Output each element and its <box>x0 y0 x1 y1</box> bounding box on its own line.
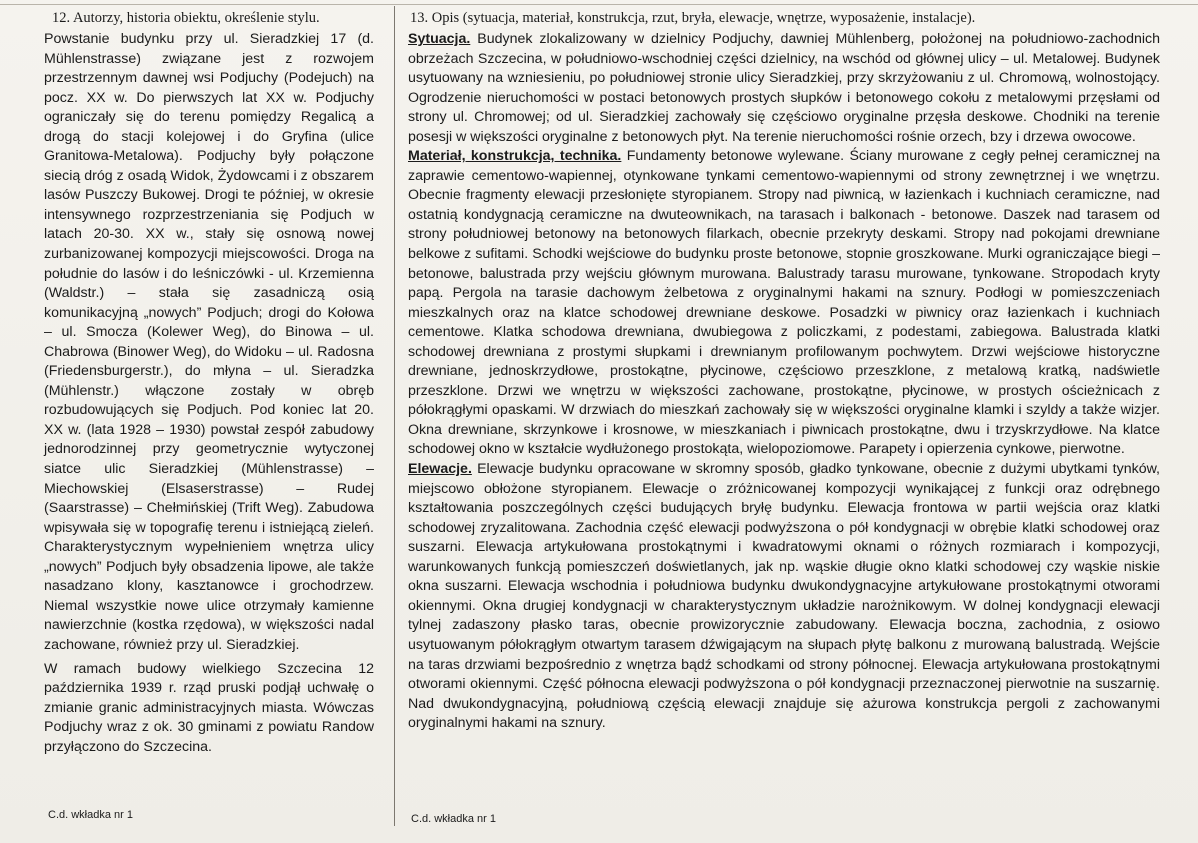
section-text: Elewacje budynku opracowane w skromny sposób, gładko tynkowane, obecnie z dużymi ubytkami tynków, miejscowo obłożone styropianem. Elewacje o zróżnicowanej kompozycji wynikającej z funkcji oraz odrębnego kształtowania poszczególnych części budujących bryłę budynku. Elewacja frontowa w partii wejścia oraz klatki schodowej zryzalitowana. Zachodnia część elewacji podwyższona o pół kondygnacji w obrębie klatki schodowej oraz suszarni. Elewacja artykułowana prostokątnymi i kwadratowymi oknami o różnych rozmiarach i kompozycji, warunkowanych funkcją pomieszczeń doświetlanych, jak np. wąskie długie okno klatki schodowej czy wąskie niskie okna suszarni. Elewacja wschodnia i południowa budynku dwukondygnacyjne artykułowane prostokątnymi otworami okiennymi. Okna drugiej kondygnacji w charakterystycznym układzie narożnikowym. W dolnej kondygnacji elewacji tylnej zadaszony płasko taras, obecnie prowizorycznie zabudowany. Elewacja boczna, zachodnia, z osiowo usytuowanym półokrągłym otwartym tarasem dźwigającym na słupach płytę balkonu z murowaną balustradą. Wejście na taras drzwiami bezpośrednio z wnętrza bądź schodkami od strony północnej. Elewacja artykułowana prostokątnymi otworami okiennymi. Część północna elewacji podwyższona o pół kondygnacji przeznaczonej pierwotnie na suszarnię. Nad dwukondygnacyjną, południową częścią elewacji znajduje się ażurowa konstrukcja pergoli z zachowanymi oryginalnymi hakami na sznury. <box>408 461 1160 732</box>
top-border-line <box>0 4 1198 5</box>
description-column <box>408 8 1160 734</box>
section-title: Materiał, konstrukcja, technika. <box>408 148 622 165</box>
section-text: Fundamenty betonowe wylewane. Ściany murowane z cegły pełnej ceramicznej na zaprawie cementowo-wapiennej, otynkowane tynkami cementowo-wapiennymi od strony zewnętrznej i we wnętrzu. Obecnie fragmenty elewacji przesłonięte styropianem. Stropy nad piwnicą, w łazienkach i kuchniach ceramiczne, nad ostatnią kondygnacją ceramiczne na dwuteownikach, na tarasach i balkonach - betonowe. Daszek nad tarasem od strony południowej betonowy na betonowych filarkach, obecnie przekryty deskami. Stropy nad pokojami drewniane belkowe z sufitami. Schodki wejściowe do budynku proste betonowe, stopnie groszkowane. Murki ograniczające biegi – betonowe, balustrada przy wejściu głównym murowana. Balustrady tarasu murowane, tynkowane. Stropodach kryty papą. Pergola na tarasie dachowym żelbetowa z oryginalnymi hakami na sznury. Podłogi w pomieszczeniach mieszkalnych oraz na klatce schodowej drewniane deskowe. Posadzki w piwnicy oraz łazienkach i kuchniach cementowe. Klatka schodowa drewniana, dwubiegowa z policzkami, z podestami, zabiegowa. Balustrada klatki schodowej drewniana z prostymi słupkami i drewnianym profilowanym pochwytem. Drzwi wejściowe historyczne drewniane, jednoskrzydłowe, prostokątne, płycinowe, częściowo przeszklone, z metalową kratką, nadświetle przeszklone. Drzwi we wnętrzu w większości zachowane, prostokątne, płycinowe, w prostych ościeżnicach z półokrągłymi opaskami. W drzwiach do mieszkań zachowały się w większości oryginalne klamki i szyldy a także wizjer. Okna drewniane, skrzynkowe i krosnowe, w mieszkaniach i piwnicach prostokątne, dwu i trzyskrzydłowe. Na klatce schodowej okno w kształcie wydłużonego prostokąta, wielopoziomowe. Parapety i opierzenia cynkowe, pierwotne. <box>408 148 1160 458</box>
history-heading: 12. Autorzy, historia obiektu, określenie stylu. <box>52 10 320 26</box>
section-text: Budynek zlokalizowany w dzielnicy Podjuchy, dawniej Mühlenberg, położonej na południowo-zachodnich obrzeżach Szczecina, w południowo-wschodniej części dzielnicy, na wschód od głównej ulicy – ul. Metalowej. Budynek usytuowany na wzniesieniu, po południowej stronie ulicy Sieradzkiej, przy skrzyżowaniu z ul. Chromową, wolnostojący. Ogrodzenie nieruchomości w postaci betonowych prostych słupków i betonowego cokołu z metalowymi przęsłami od strony ul. Chromowej; od ul. Sieradzkiej zachowały się częściowo oryginalne przęsła deskowe. Chodniki na terenie posesji w większości oryginalne z betonowych płyt. Na terenie nieruchomości rośnie orzech, bzy i drzewa owocowe. <box>408 31 1160 145</box>
section-material <box>408 147 1160 460</box>
description-continuation-note: C.d. wkładka nr 1 <box>411 813 496 825</box>
history-paragraph: Powstanie budynku przy ul. Sieradzkiej 17 (d. Mühlenstrasse) związane jest z rozwojem przestrzennym dawnej wsi Podjuchy (Podejuch) na pocz. XX w. Do pierwszych lat XX w. Podjuchy ograniczały się do terenu pomiędzy Regalicą a drogą do stacji kolejowej i do Gryfina (ulice Granitowa-Metalowa). Podjuchy były połączone siecią dróg z osadą Widok, Żydowcami i z obszarem lasów Puszczy Bukowej. Drogi te później, w okresie intensywnego rozprzestrzeniania się Podjuch w latach 20-30. XX w., stały się osnową nowej zurbanizowanej kompozycji miejscowości. Droga na południe do lasów i do leśniczówki - ul. Krzemienna (Waldstr.) – stała się zasadniczą osią komunikacyjną „nowych” Podjuch; drogi do Kołowa – ul. Smocza (Kolewer Weg), do Binowa – ul. Chabrowa (Binower Weg), do Widoku – ul. Radosna (Friedensburgerstr.), do młyna – ul. Sieradzka (Mühlenstr.) włączone zostały w obręb rozbudowujących się Podjuch. Pod koniec lat 20. XX w. (lata 1928 – 1930) powstał zespół zabudowy jednorodzinnej przy geometrycznie wytyczonej siatce ulic Sieradzkiej (Mühlenstrasse) – Miechowskiej (Elsaserstrasse) – Rudej (Saarstrasse) – Chełmińskiej (Trift Weg). Zabudowa wpisywała się w topografię terenu i istniejącą zieleń. Charakterystycznym wypełnieniem wnętrza ulicy „nowych” Podjuch były obsadzenia lipowe, ale także nasadzano klony, kasztanowce i grochodrzew. Niemal wszystkie nowe ulice otrzymały kamienne nawierzchnie (kostka rzędowa), w większości nadal zachowane, również przy ul. Sieradzkiej. <box>44 31 374 653</box>
history-column <box>44 8 374 757</box>
section-title: Elewacje. <box>408 461 472 478</box>
section-elevations <box>408 460 1160 734</box>
history-paragraph: W ramach budowy wielkiego Szczecina 12 października 1939 r. rząd pruski podjął uchwałę o zmianie granic administracyjnych miasta. Wówczas Podjuchy wraz z ok. 30 gminami z powiatu Randow przyłączono do Szczecina. <box>44 660 374 755</box>
column-divider <box>394 6 395 826</box>
section-title: Sytuacja. <box>408 31 471 47</box>
section-situation <box>408 30 1160 147</box>
history-continuation-note: C.d. wkładka nr 1 <box>48 809 133 821</box>
description-heading: 13. Opis (sytuacja, materiał, konstrukcja, rzut, bryła, elewacje, wnętrze, wyposażenie, instalacje). <box>410 10 976 26</box>
